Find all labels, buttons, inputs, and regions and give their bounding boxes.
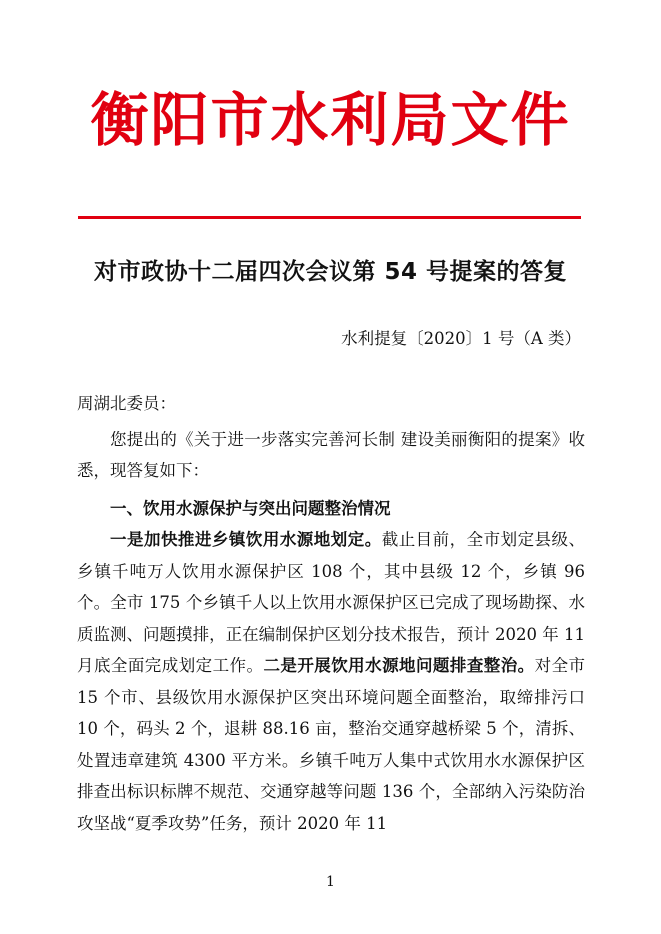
document-body (77, 388, 585, 839)
document-number: 水利提复〔2020〕1 号（A 类） (341, 329, 581, 348)
salutation: 周湖北委员： (77, 394, 176, 413)
paragraph-2-text: 对全市 15 个市、县级饮用水源保护区突出环境问题全面整治，取缔排污口 10 个，码头 2 个，退耕 88.16 亩，整治交通穿越桥梁 5 个，清拆、处置违章建筑 4300 平方米。乡镇千吨万人集中式饮用水水源保护区排查出标识标牌不规范、交通穿越等问题 136 个，全部纳入污染防治攻坚战“夏季攻势”任务，预计 2020 年 11 (77, 656, 586, 833)
paragraph-2-lead: 二是开展饮用水源地问题排查整治。 (263, 656, 535, 675)
paragraph-1-lead: 一是加快推进乡镇饮用水源地划定。 (110, 530, 382, 549)
intro-paragraph: 您提出的《关于进一步落实完善河长制 建设美丽衡阳的提案》收悉，现答复如下： (77, 429, 585, 480)
section-heading-1: 一、饮用水源保护与突出问题整治情况 (110, 498, 391, 518)
paragraph-1-text: 截止目前，全市划定县级、乡镇千吨万人饮用水源保护区 108 个，其中县级 12 个，乡镇 96 个。全市 175 个乡镇千人以上饮用水源保护区已完成了现场勘探、水质监测、问题摸排，正在编制保护区划分技术报告，预计 2020 年 11 月底全面完成划定工作。 (77, 530, 586, 675)
masthead-title: 衡阳市水利局文件 (90, 86, 571, 154)
page-number: 1 (326, 874, 335, 890)
body-paragraph (77, 524, 585, 839)
document-title: 对市政协十二届四次会议第 54 号提案的答复 (93, 259, 568, 285)
red-divider-line (78, 216, 581, 219)
